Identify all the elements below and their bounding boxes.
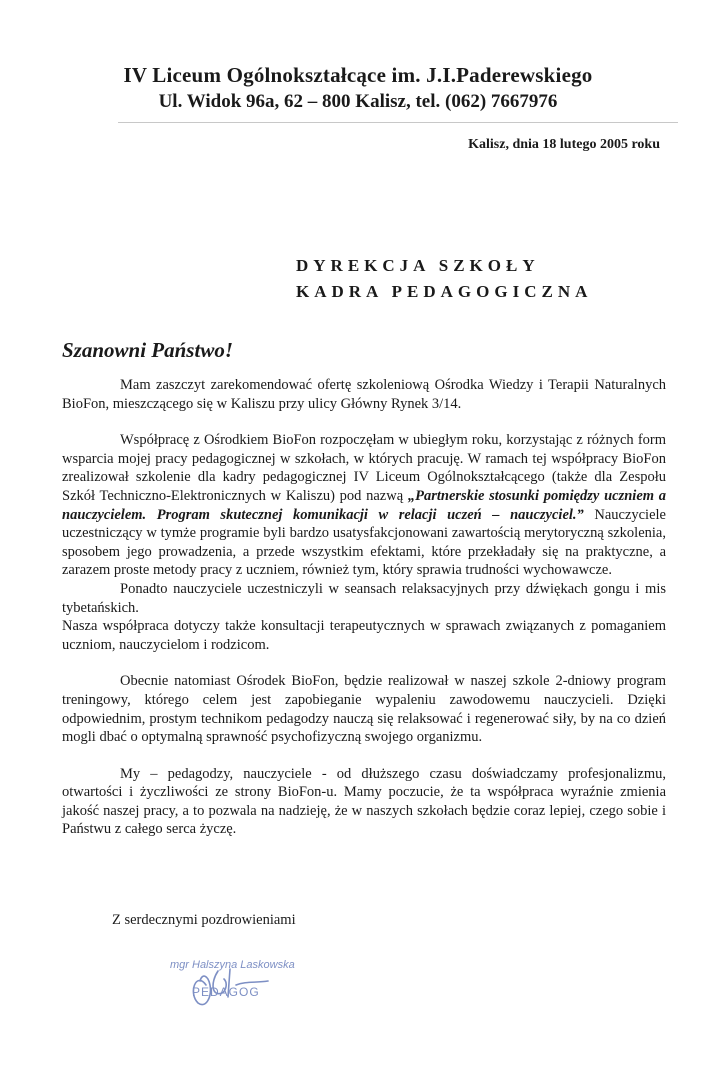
program-title: „Partnerskie stosunki pomiędzy uczniem a nauczycielem. Program skutecznej komunikacji w relacji uczeń – nauczyciel.” — [62, 487, 666, 523]
stamp-name: mgr Halszyna Laskowska — [170, 959, 295, 971]
paragraph-2-text-b: Nauczyciele uczestniczący w tymże programie byli bardzo usatysfakcjonowani zawartością merytoryczną szkolenia, sposobem jego prowadzenia, a przede wszystkim efektami, które przekładały się na praktyczne, a zarazem proste metody pracy z uczniem, również tym, który sprawia trudności wychowawcze. — [62, 506, 666, 579]
paragraph-2-text-a: Współpracę z Ośrodkiem BioFon rozpoczęłam w ubiegłym roku, korzystając z różnych form wsparcia mojej pracy pedagogicznej w szkołach, w których pracuję. W ramach tej współpracy BioFon zrealizował szkolenie dla kadry pedagogicznej IV Liceum Ogólnokształcącego (także dla Zespołu Szkół Techniczno-Elektronicznych w Kaliszu) pod nazwą — [62, 432, 666, 504]
school-name: IV Liceum Ogólnokształcące im. J.I.Paderewskiego — [123, 63, 593, 87]
letter-body — [62, 376, 666, 857]
date-line: Kalisz, dnia 18 lutego 2005 roku — [468, 137, 660, 152]
handwritten-signature — [166, 945, 326, 1020]
recipient-line-2: KADRA PEDAGOGICZNA — [296, 282, 593, 301]
paragraph-5: Obecnie natomiast Ośrodek BioFon, będzie realizował w naszej szkole 2-dniowy program treningowy, którego celem jest zapobieganie wypaleniu zawodowemu nauczycieli. Dzięki odpowiednim, prostym technikom pedagodzy nauczą się relaksować i regenerować siły, by na co dzień mogli dbać o optymalną sprawność psychofizyczną swojego organizmu. — [62, 673, 666, 746]
signature-stamp — [166, 945, 326, 1020]
recipient-line-1: DYREKCJA SZKOŁY — [296, 256, 540, 275]
paragraph-2 — [62, 431, 666, 580]
letterhead — [0, 62, 716, 114]
paragraph-6: My – pedagodzy, nauczyciele - od dłuższego czasu doświadczamy profesjonalizmu, otwartości i życzliwości ze strony BioFon-u. Mamy poczucie, że ta współpraca wyraźnie zmienia jakość naszej pracy, a to pozwala na nadzieję, że w naszych szkołach będzie coraz lepiej, czego sobie i Państwu z całego serca życzę. — [62, 765, 666, 838]
salutation: Szanowni Państwo! — [62, 338, 233, 362]
school-address: Ul. Widok 96a, 62 – 800 Kalisz, tel. (062) 7667976 — [158, 91, 558, 112]
closing-phrase: Z serdecznymi pozdrowieniami — [112, 912, 296, 928]
paragraph-1: Mam zaszczyt zarekomendować ofertę szkoleniową Ośrodka Wiedzy i Terapii Naturalnych BioFon, mieszczącego się w Kaliszu przy ulicy Główny Rynek 3/14. — [62, 377, 666, 412]
header-divider — [118, 122, 678, 123]
stamp-role: PEDAGOG — [192, 985, 260, 999]
recipients — [296, 253, 592, 305]
paragraph-3: Ponadto nauczyciele uczestniczyli w seansach relaksacyjnych przy dźwiękach gongu i mis tybetańskich. — [62, 580, 666, 616]
paragraph-4: Nasza współpraca dotyczy także konsultacji terapeutycznych w sprawach związanych z pomaganiem uczniom, nauczycielom i rodzicom. — [62, 618, 666, 653]
